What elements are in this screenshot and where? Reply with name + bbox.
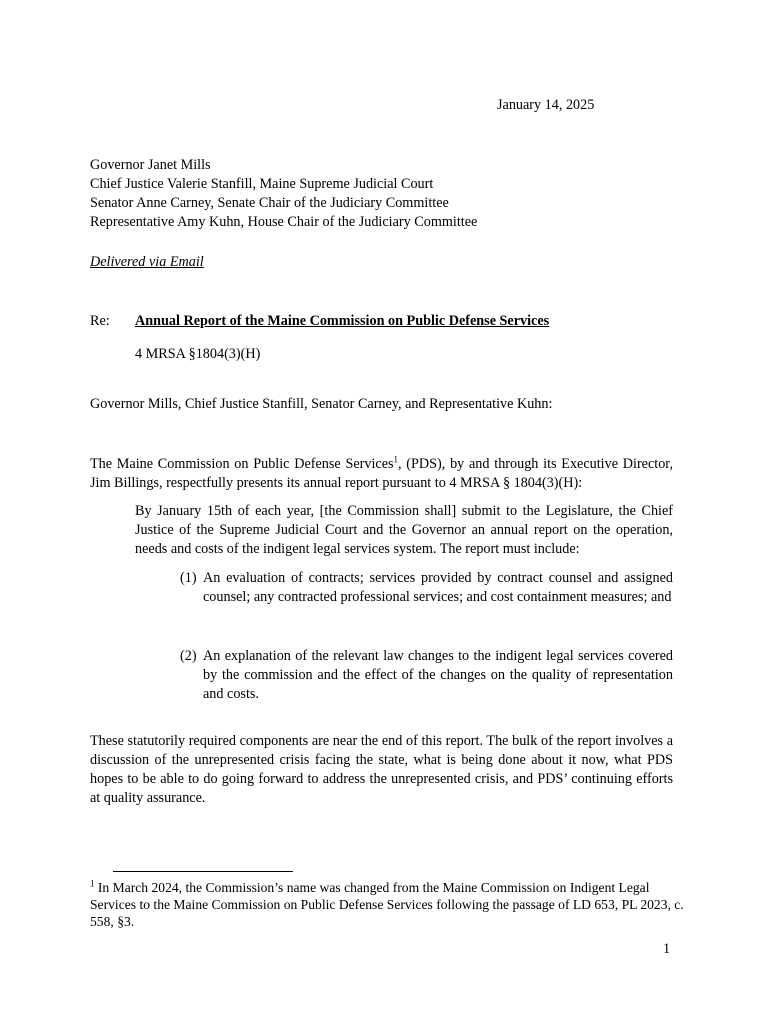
footnote-number: 1 bbox=[90, 878, 95, 889]
list-item-number: (1) bbox=[180, 570, 197, 586]
intro-text-start: The Maine Commission on Public Defense Services bbox=[90, 456, 394, 472]
re-label: Re: bbox=[90, 313, 110, 329]
list-item-number: (2) bbox=[180, 648, 197, 664]
statute-quote: By January 15th of each year, [the Commission shall] submit to the Legislature, the Chief Justice of the Supreme Judicial Court and the Governor an annual report on the operation, needs and costs of the indigent legal services system. The report must include: bbox=[135, 503, 673, 557]
salutation: Governor Mills, Chief Justice Stanfill, Senator Carney, and Representative Kuhn: bbox=[90, 396, 553, 412]
letter-date: January 14, 2025 bbox=[497, 97, 595, 113]
re-title: Annual Report of the Maine Commission on Public Defense Services bbox=[135, 313, 550, 329]
addressee-line: Senator Anne Carney, Senate Chair of the Judiciary Committee bbox=[90, 195, 449, 211]
re-statute: 4 MRSA §1804(3)(H) bbox=[135, 346, 261, 362]
footnote-divider bbox=[113, 871, 293, 872]
addressee-line: Chief Justice Valerie Stanfill, Maine Supreme Judicial Court bbox=[90, 176, 434, 192]
list-item-text: An explanation of the relevant law changes to the indigent legal services covered by the commission and the effect of the changes on the quality of representation and costs. bbox=[203, 648, 673, 702]
delivery-method: Delivered via Email bbox=[90, 254, 204, 270]
list-item-text: An evaluation of contracts; services provided by contract counsel and assigned counsel; any contracted professional services; and cost containment measures; and bbox=[203, 570, 673, 605]
addressee-line: Governor Janet Mills bbox=[90, 157, 211, 173]
addressee-line: Representative Amy Kuhn, House Chair of the Judiciary Committee bbox=[90, 214, 478, 230]
closing-paragraph: These statutorily required components are near the end of this report. The bulk of the report involves a discussion of the unrepresented crisis facing the state, what is being done about it now, what PDS hopes to be able to do going forward to address the unrepresented crisis, and PDS’ continuing efforts at quality assurance. bbox=[90, 733, 673, 806]
page-number: 1 bbox=[663, 941, 671, 957]
footnote-text: In March 2024, the Commission’s name was changed from the Maine Commission on Indigent Legal Services to the Maine Commission on Public Defense Services following the passage of LD 653, PL 2023, c. 558, §3. bbox=[90, 880, 684, 929]
footnote-reference: 1 bbox=[393, 454, 399, 465]
addressee-block bbox=[90, 156, 690, 232]
intro-paragraph bbox=[90, 455, 673, 493]
intro-text-end: , (PDS), by and through its Executive Director, Jim Billings, respectfully presents its annual report pursuant to 4 MRSA § 1804(3)(H): bbox=[90, 456, 673, 491]
footnote bbox=[90, 879, 690, 930]
